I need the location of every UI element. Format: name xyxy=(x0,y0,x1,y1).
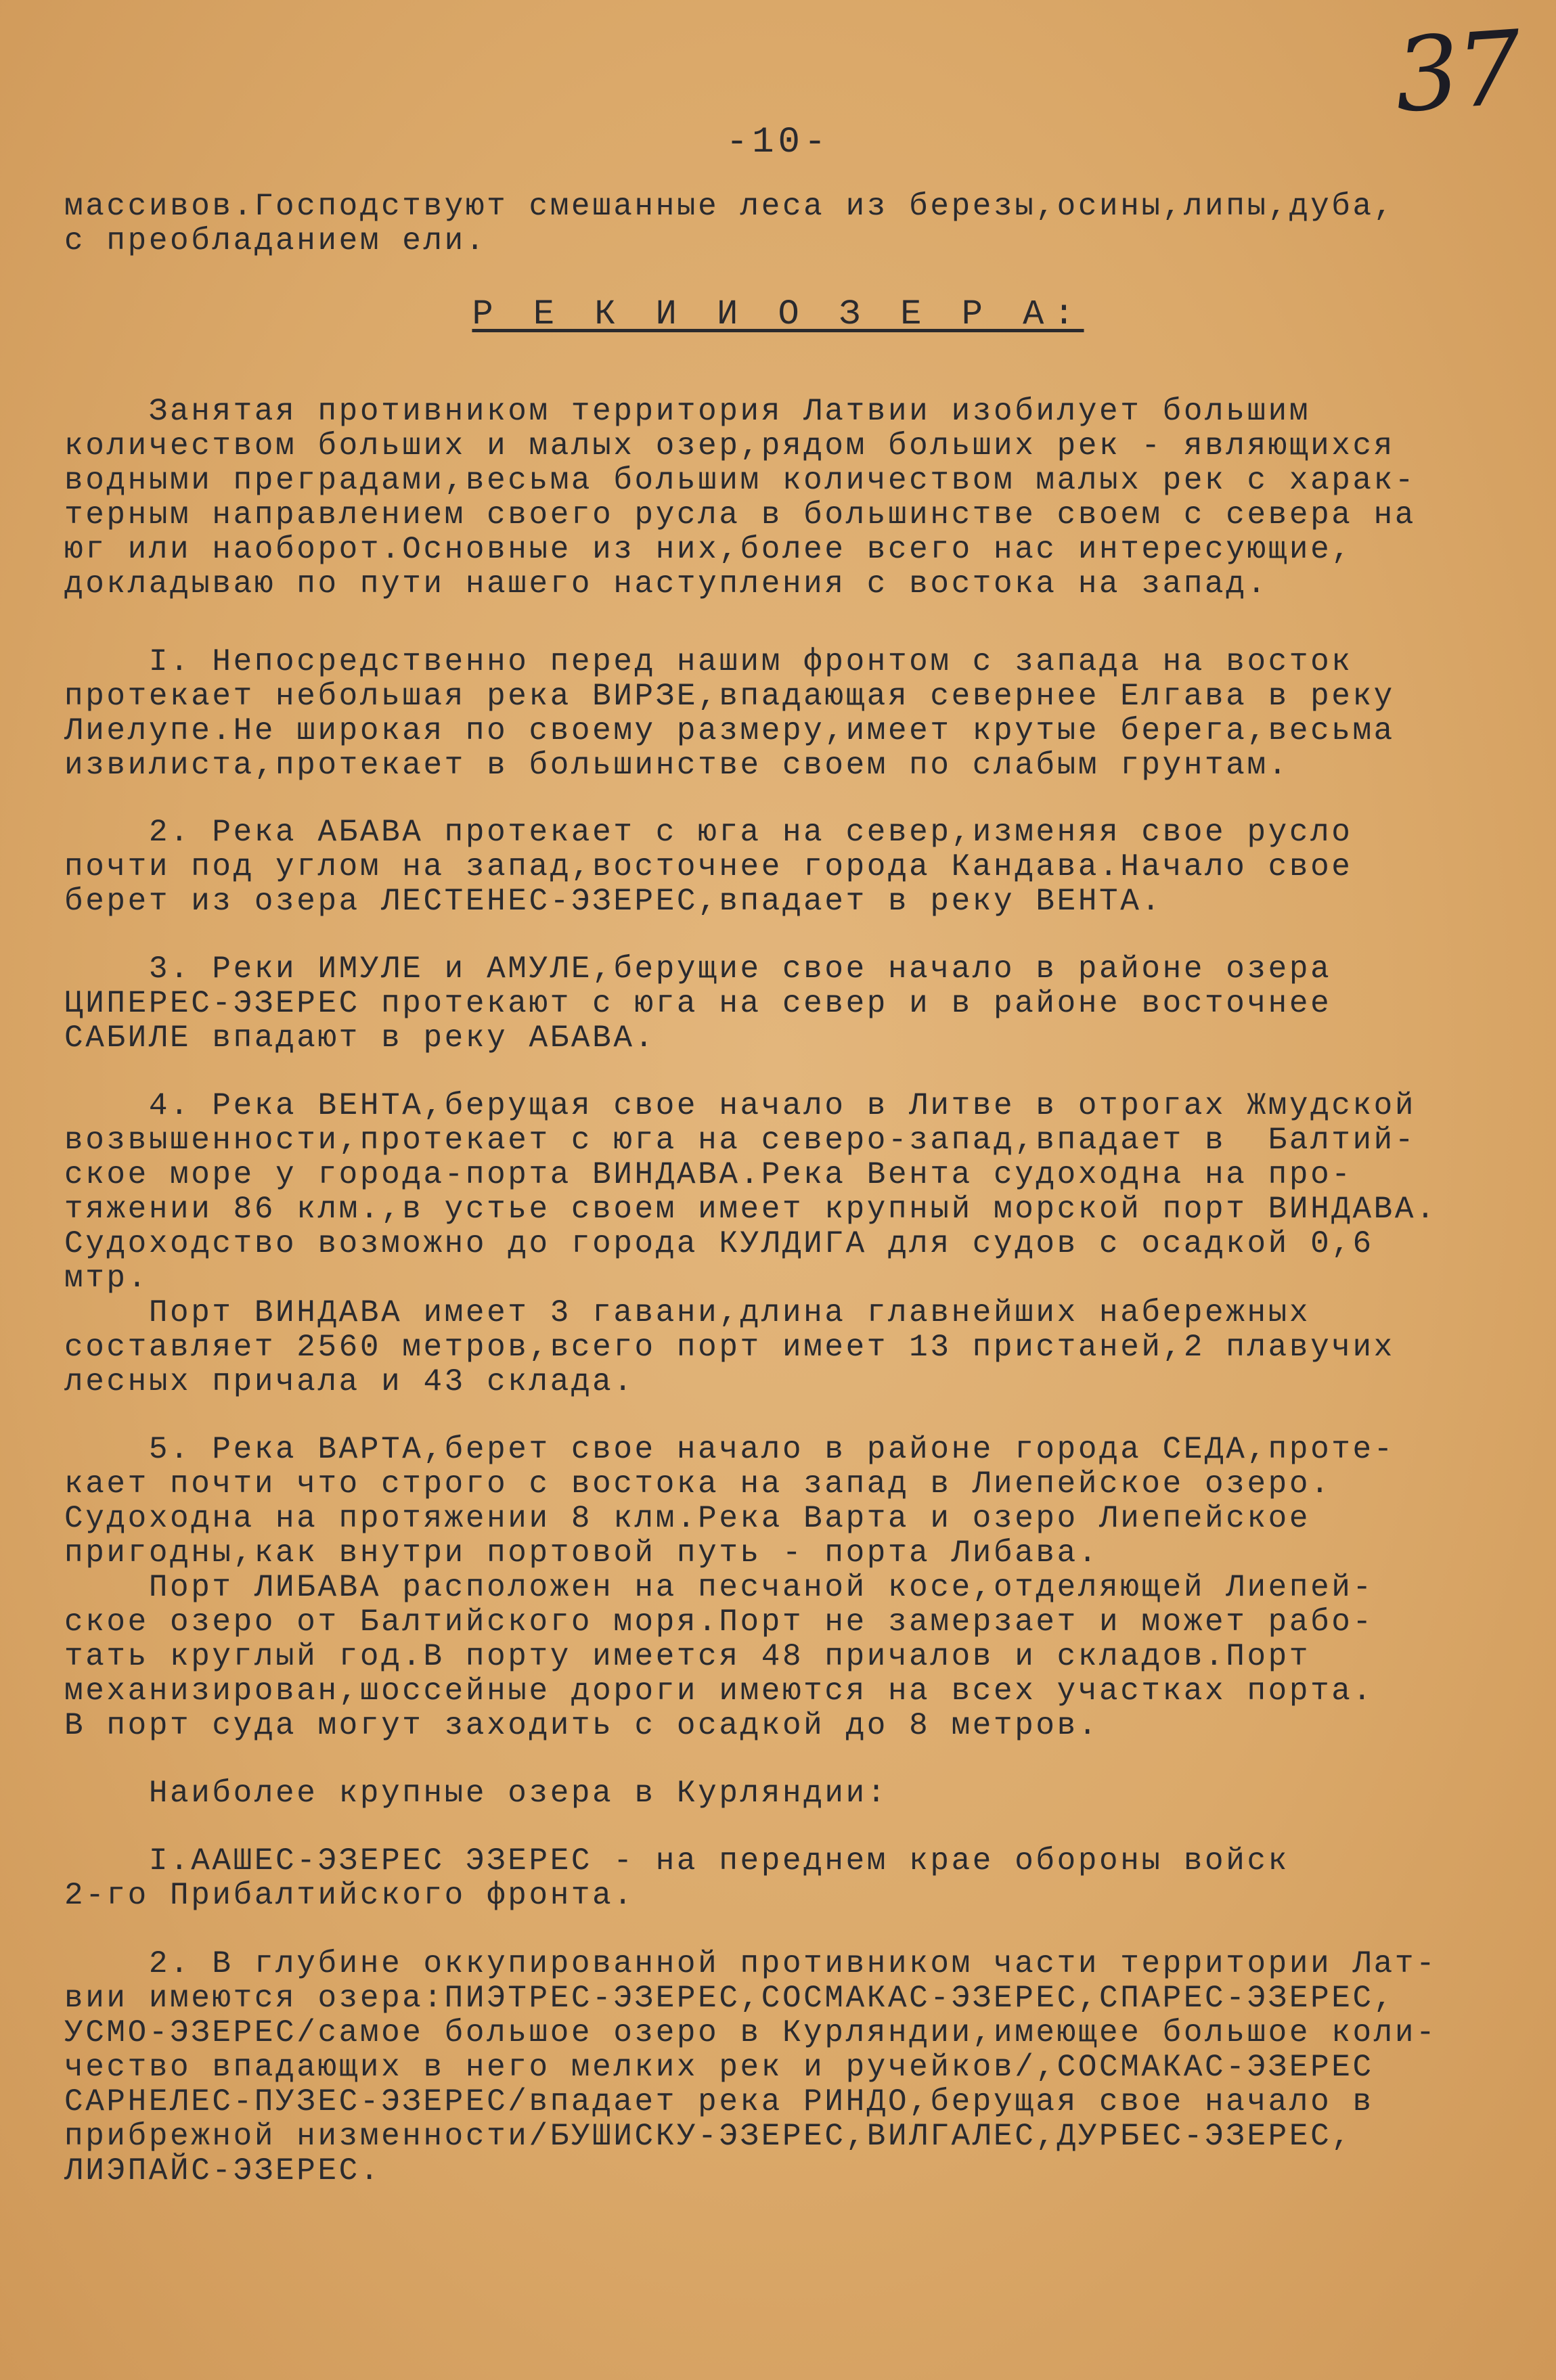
text-line: ЛИЭПАЙС-ЭЗЕРЕС. xyxy=(64,2153,382,2188)
text-line: терным направлением своего русла в большинстве своем с севера на xyxy=(64,497,1417,533)
paragraph-lake-1 xyxy=(64,1844,1515,1913)
text-line: САРНЕЛЕС-ПУЗЕС-ЭЗЕРЕС/впадает река РИНДО,берущая свое начало в xyxy=(64,2084,1374,2119)
text-line: Судоходна на протяжении 8 клм.Река Варта и озеро Лиепейское xyxy=(64,1501,1311,1536)
text-line: чество впадающих в него мелких рек и ручейков/,СОСМАКАС-ЭЗЕРЕС xyxy=(64,2050,1374,2085)
paragraph-river-5 xyxy=(64,1433,1515,1743)
lakes-heading: Наиболее крупные озера в Курляндии: xyxy=(64,1776,888,1811)
text-line: пригодны,как внутри портовой путь - порта Либава. xyxy=(64,1535,1100,1571)
text-line: тать круглый год.В порту имеется 48 причалов и складов.Порт xyxy=(64,1639,1311,1674)
text-line: извилиста,протекает в большинстве своем по слабым грунтам. xyxy=(64,748,1289,783)
text-line: Занятая противником территория Латвии изобилует большим xyxy=(64,394,1311,429)
text-line: количеством больших и малых озер,рядом больших рек - являющихся xyxy=(64,428,1395,464)
text-line: массивов.Господствуют смешанные леса из березы,осины,липы,дуба, xyxy=(64,189,1395,224)
text-line: с преобладанием ели. xyxy=(64,223,487,259)
text-line: 2. В глубине оккупированной противником части территории Лат- xyxy=(64,1946,1438,1981)
text-line: юг или наоборот.Основные из них,более всего нас интересующие, xyxy=(64,532,1353,567)
text-line: водными преградами,весьма большим количеством малых рек с харак- xyxy=(64,463,1417,498)
text-line: докладываю по пути нашего наступления с востока на запад. xyxy=(64,566,1268,602)
text-line: тяжении 86 клм.,в устье своем имеет крупный морской порт ВИНДАВА. xyxy=(64,1192,1438,1227)
text-line: САБИЛЕ впадают в реку АБАВА. xyxy=(64,1020,656,1056)
text-line: 2. Река АБАВА протекает с юга на север,изменяя свое русло xyxy=(64,815,1353,850)
text-line: УСМО-ЭЗЕРЕС/самое большое озеро в Курляндии,имеющее большое коли- xyxy=(64,2015,1438,2050)
text-line: 4. Река ВЕНТА,берущая свое начало в Литве в отрогах Жмудской xyxy=(64,1088,1417,1123)
text-line: лесных причала и 43 склада. xyxy=(64,1364,635,1399)
paragraph-lake-2 xyxy=(64,1947,1515,2188)
text-line: ское море у города-порта ВИНДАВА.Река Вента судоходна на про- xyxy=(64,1157,1353,1192)
text-line: прибрежной низменности/БУШИСКУ-ЭЗЕРЕС,ВИЛГАЛЕС,ДУРБЕС-ЭЗЕРЕС, xyxy=(64,2119,1353,2154)
archive-page-number: 37 xyxy=(1391,9,1523,136)
text-line: механизирован,шоссейные дороги имеются на всех участках порта. xyxy=(64,1674,1374,1709)
text-line: I. Непосредственно перед нашим фронтом с запада на восток xyxy=(64,644,1353,679)
text-line: 5. Река ВАРТА,берет свое начало в районе города СЕДА,проте- xyxy=(64,1432,1395,1467)
paragraph-overview xyxy=(64,395,1515,602)
text-line: Судоходство возможно до города КУЛДИГА для судов с осадкой 0,6 xyxy=(64,1226,1374,1261)
text-line: ское озеро от Балтийского моря.Порт не замерзает и может рабо- xyxy=(64,1604,1374,1640)
text-line: I.ААШЕС-ЭЗЕРЕС ЭЗЕРЕС - на переднем крае обороны войск xyxy=(64,1843,1289,1879)
paragraph-river-3 xyxy=(64,952,1515,1056)
paragraph-river-4 xyxy=(64,1089,1515,1399)
text-line: ЦИПЕРЕС-ЭЗЕРЕС протекают с юга на север и в районе восточнее xyxy=(64,986,1332,1021)
text-line: составляет 2560 метров,всего порт имеет 13 пристаней,2 плавучих xyxy=(64,1330,1395,1365)
text-line: 3. Реки ИМУЛЕ и АМУЛЕ,берущие свое начало в районе озера xyxy=(64,951,1332,987)
text-line: берет из озера ЛЕСТЕНЕС-ЭЗЕРЕС,впадает в реку ВЕНТА. xyxy=(64,884,1163,919)
paragraph-river-1 xyxy=(64,645,1515,783)
text-line: мтр. xyxy=(64,1261,149,1296)
text-line: В порт суда могут заходить с осадкой до 8 метров. xyxy=(64,1708,1100,1743)
text-line: возвышенности,протекает с юга на северо-запад,впадает в Балтий- xyxy=(64,1123,1417,1158)
text-line: 2-го Прибалтийского фронта. xyxy=(64,1878,635,1913)
section-heading-rivers-lakes: Р Е К И И О З Е Р А: xyxy=(472,294,1084,334)
text-line: кает почти что строго с востока на запад в Лиепейское озеро. xyxy=(64,1466,1332,1502)
text-line: протекает небольшая река ВИРЗЕ,впадающая севернее Елгава в реку xyxy=(64,679,1395,714)
intro-paragraph xyxy=(64,189,1515,259)
text-line: Порт ЛИБАВА расположен на песчаной косе,отделяющей Лиепей- xyxy=(64,1570,1374,1605)
text-line: почти под углом на запад,восточнее города Кандава.Начало свое xyxy=(64,849,1353,884)
text-line: Порт ВИНДАВА имеет 3 гавани,длина главнейших набережных xyxy=(64,1295,1311,1330)
text-line: Лиелупе.Не широкая по своему размеру,имеет крутые берега,весьма xyxy=(64,713,1395,748)
paragraph-river-2 xyxy=(64,815,1515,919)
page-number: -10- xyxy=(726,122,830,163)
text-line: вии имеются озера:ПИЭТРЕС-ЭЗЕРЕС,СОСМАКАС-ЭЗЕРЕС,СПАРЕС-ЭЗЕРЕС, xyxy=(64,1981,1395,2016)
